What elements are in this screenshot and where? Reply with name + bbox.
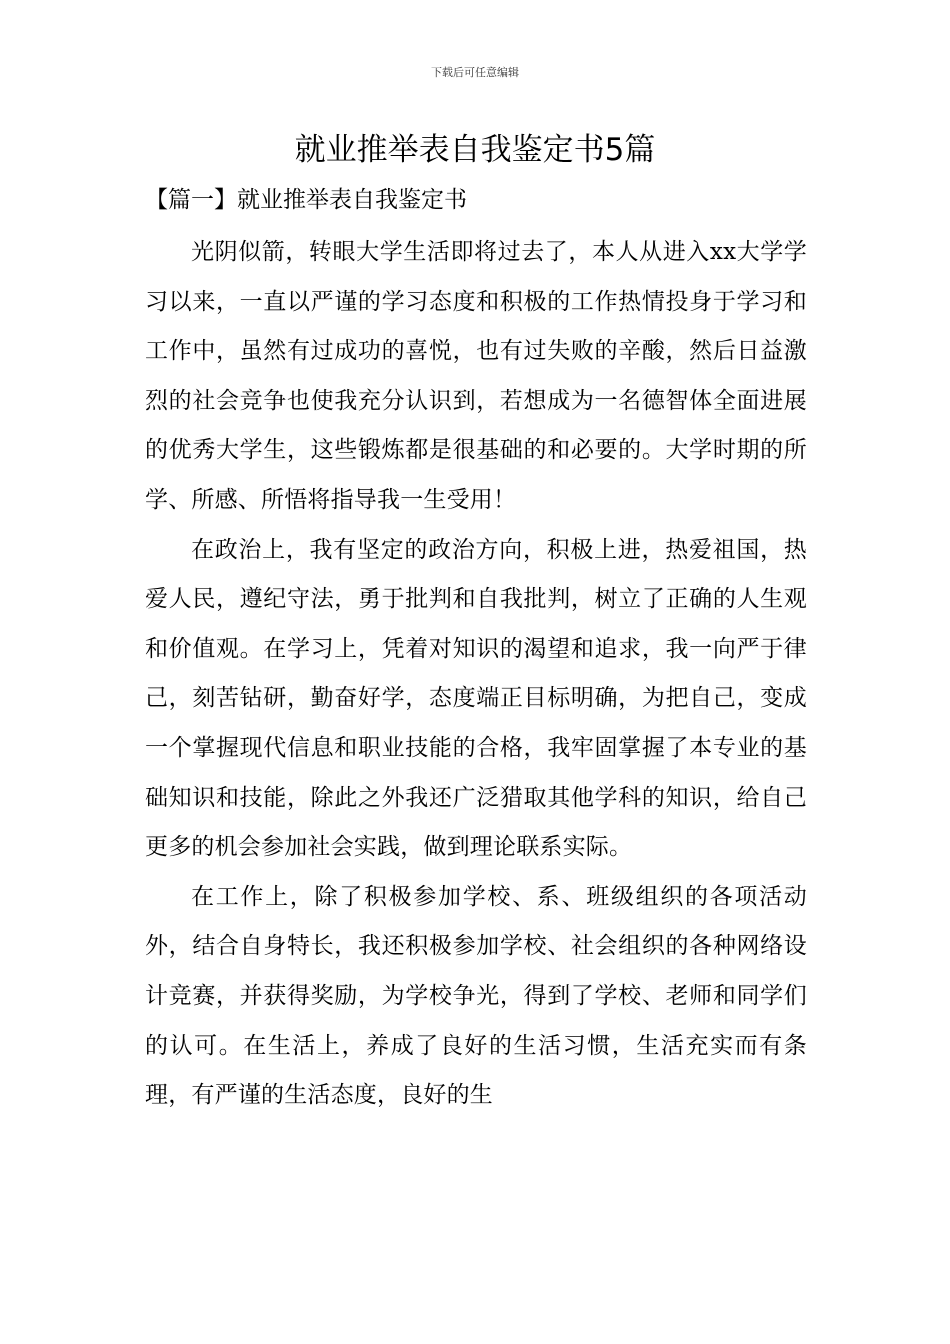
paragraph-1: 光阴似箭，转眼大学生活即将过去了，本人从进入xx大学学习以来，一直以严谨的学习态度和积极的工作热情投身于学习和工作中，虽然有过成功的喜悦，也有过失败的辛酸，然后日益激烈的社会竞争也使我充分认识到，若想成为一名德智体全面进展的优秀大学生，这些锻炼都是很基础的和必要的。大学时期的所学、所感、所悟将指导我一生受用！ bbox=[145, 239, 807, 513]
paragraph-2: 在政治上，我有坚定的政治方向，积极上进，热爱祖国，热爱人民，遵纪守法，勇于批判和自我批判，树立了正确的人生观和价值观。在学习上，凭着对知识的渴望和追求，我一向严于律己，刻苦钻研，勤奋好学，态度端正目标明确，为把自己，变成一个掌握现代信息和职业技能的合格，我牢固掌握了本专业的基础知识和技能，除此之外我还广泛猎取其他学科的知识，给自己更多的机会参加社会实践，做到理论联系实际。 bbox=[145, 536, 807, 861]
header-note: 下载后可任意编辑 bbox=[431, 66, 519, 79]
section-heading: 【篇一】就业推举表自我鉴定书 bbox=[145, 187, 467, 213]
document-title: 就业推举表自我鉴定书5篇 bbox=[294, 132, 656, 168]
paragraph-3: 在工作上，除了积极参加学校、系、班级组织的各项活动外，结合自身特长，我还积极参加学校、社会组织的各种网络设计竞赛，并获得奖励，为学校争光，得到了学校、老师和同学们的认可。在生活上，养成了良好的生活习惯，生活充实而有条理，有严谨的生活态度，良好的生 bbox=[145, 883, 807, 1109]
document-body bbox=[145, 228, 807, 1121]
